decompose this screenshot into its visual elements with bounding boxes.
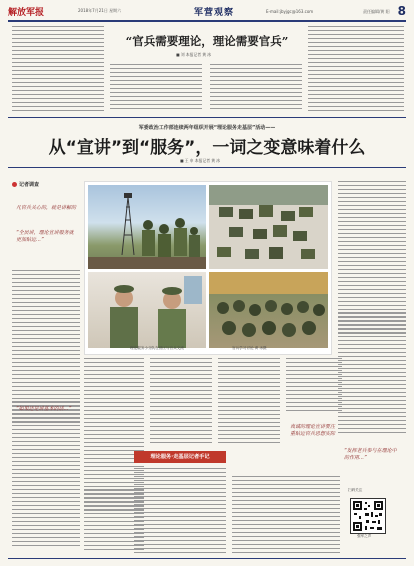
article1-col-1 <box>12 26 104 114</box>
qr-code-icon[interactable] <box>350 498 386 534</box>
closing-col <box>232 476 340 556</box>
photo-female-soldiers <box>88 272 206 348</box>
right-quote-2: “发挥老兵参与在理论中的作用…” <box>344 448 397 461</box>
qr-caption: 强军之声 <box>357 534 372 538</box>
page-number: 8 <box>397 4 406 18</box>
section-editor: 责任编辑/黄 阳 <box>363 9 390 14</box>
article1-col-4 <box>308 26 404 114</box>
article1-col-3 <box>210 64 302 112</box>
article2-col-4 <box>218 358 280 446</box>
header-rule <box>8 20 406 22</box>
photo-tower-soldiers <box>88 185 206 269</box>
article2-byline: ■ 王 申 本报记者 黄 冰 <box>180 158 220 163</box>
photo-gathering <box>209 185 328 269</box>
page-header <box>8 5 406 19</box>
article1-title: “官兵需要理论，理论需要官兵” <box>125 34 289 48</box>
qr-label: 扫码关注 <box>348 488 363 492</box>
notes-quote-3: “如果还是讲基本的话…” <box>16 406 72 412</box>
right-quote-1: 真诚的理论宣讲要注重贴近官兵思想实际 <box>290 424 336 437</box>
notes-quote-1: 凡官兵关心的，就是讲解的 <box>16 205 77 211</box>
masthead: 解放军报 <box>8 8 45 18</box>
notes-heading <box>12 181 39 188</box>
notes-heading-text: 记者调查 <box>19 182 40 188</box>
photo-collage <box>84 181 332 355</box>
article2-col-5 <box>286 358 342 414</box>
section-title: 军营观察 <box>194 8 235 18</box>
photo-caption-left: 理论服务小分队在营区与官兵交流 <box>130 346 184 350</box>
article1-col-2 <box>110 64 202 112</box>
article2-kicker: 军委政治工作部连续两年组织开展“理论服务走基层”活动—— <box>138 125 276 131</box>
footer-rule <box>8 558 406 559</box>
section-divider <box>8 117 406 118</box>
notes-quote-2: “全员讲，理论宣讲服务就更加贴近…” <box>16 230 74 243</box>
photo-crowd <box>209 272 328 348</box>
issue-date: 2018年7月21日 星期六 <box>78 8 122 13</box>
article2-col-6 <box>338 181 406 436</box>
article2-title: 从“宣讲”到“服务”，一词之变意味着什么 <box>48 138 366 158</box>
headline-divider <box>8 167 406 168</box>
article2-col-3 <box>150 358 212 446</box>
banner-body <box>134 468 226 556</box>
sidebar-banner: 理论服务·走基层记者手记 <box>134 451 226 463</box>
section-email: E-mail:jbyjgc@163.com <box>266 9 314 14</box>
article1-byline: ■ 刘 本报记者 黄 冰 <box>176 52 211 57</box>
photo-caption-right: 官兵学习讨论 黄 冰摄 <box>232 346 267 350</box>
notes-marker-icon <box>12 182 17 187</box>
